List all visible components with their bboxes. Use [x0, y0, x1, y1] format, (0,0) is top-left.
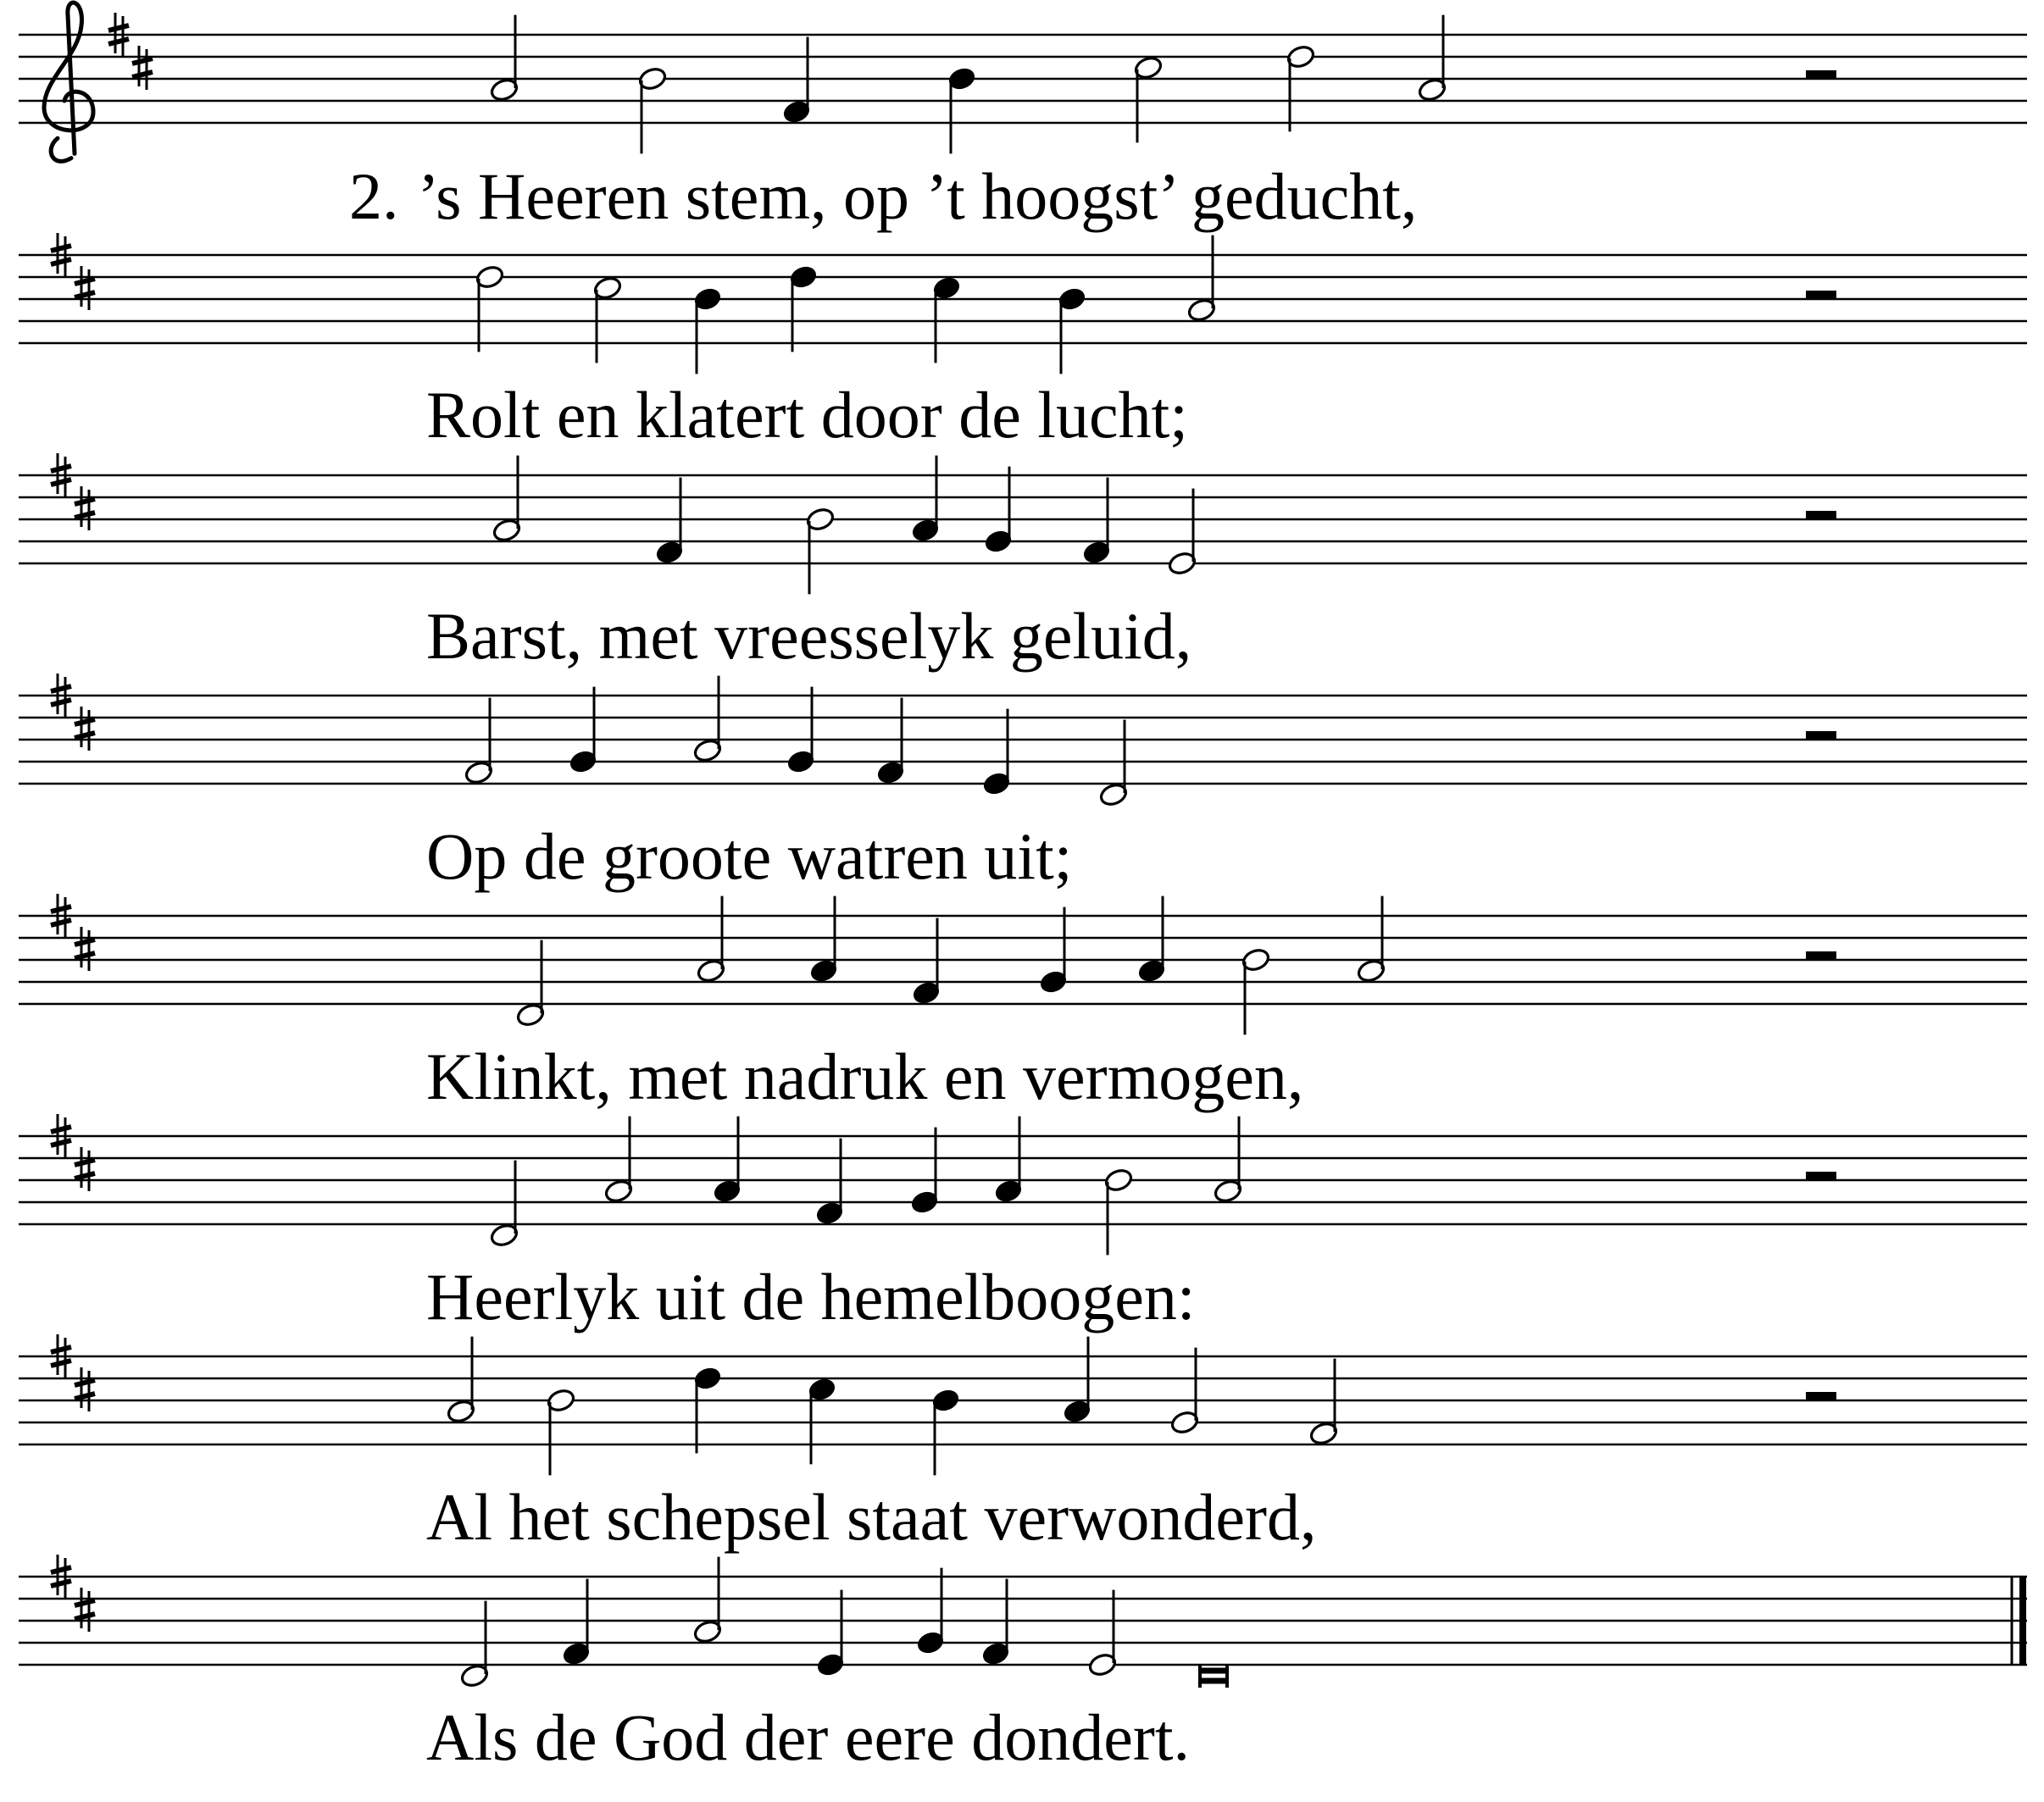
lyric-line-1: [349, 159, 1418, 233]
sharp-c-icon: [75, 1588, 95, 1632]
half-rest: [1806, 1172, 1836, 1180]
lyric-line-6: Heerlyk uit de hemelboogen:: [426, 1260, 1196, 1333]
sharp-c-icon: [132, 46, 153, 90]
sharp-c-icon: [75, 266, 95, 310]
breve-note: [1200, 1664, 1227, 1688]
half-rest: [1806, 731, 1836, 740]
half-rest: [1806, 1392, 1836, 1400]
lyric-line-5: Klinkt, met nadruk en vermogen,: [426, 1040, 1304, 1113]
treble-clef-icon: [44, 3, 93, 161]
lyric-line-2: Rolt en klatert door de lucht;: [426, 378, 1188, 452]
half-rest: [1806, 70, 1836, 79]
sharp-c-icon: [75, 927, 95, 971]
verse-number: 2.: [349, 159, 399, 233]
half-rest: [1806, 511, 1836, 519]
sharp-c-icon: [75, 1147, 95, 1191]
lyric-line-4: Op de groote watren uit;: [426, 819, 1073, 893]
half-rest: [1806, 291, 1836, 299]
lyric-line-8: Als de God der eere dondert.: [426, 1700, 1190, 1774]
lyric-line-7: Al het schepsel staat verwonderd,: [426, 1480, 1317, 1554]
lyric-text: ’s Heeren stem, op ’t hoogst’ geducht,: [417, 159, 1418, 233]
sharp-c-icon: [75, 707, 95, 751]
half-rest: [1806, 951, 1836, 960]
sharp-c-icon: [75, 1367, 95, 1411]
sharp-c-icon: [75, 486, 95, 530]
lyric-line-3: Barst, met vreesselyk geluid,: [426, 599, 1192, 673]
